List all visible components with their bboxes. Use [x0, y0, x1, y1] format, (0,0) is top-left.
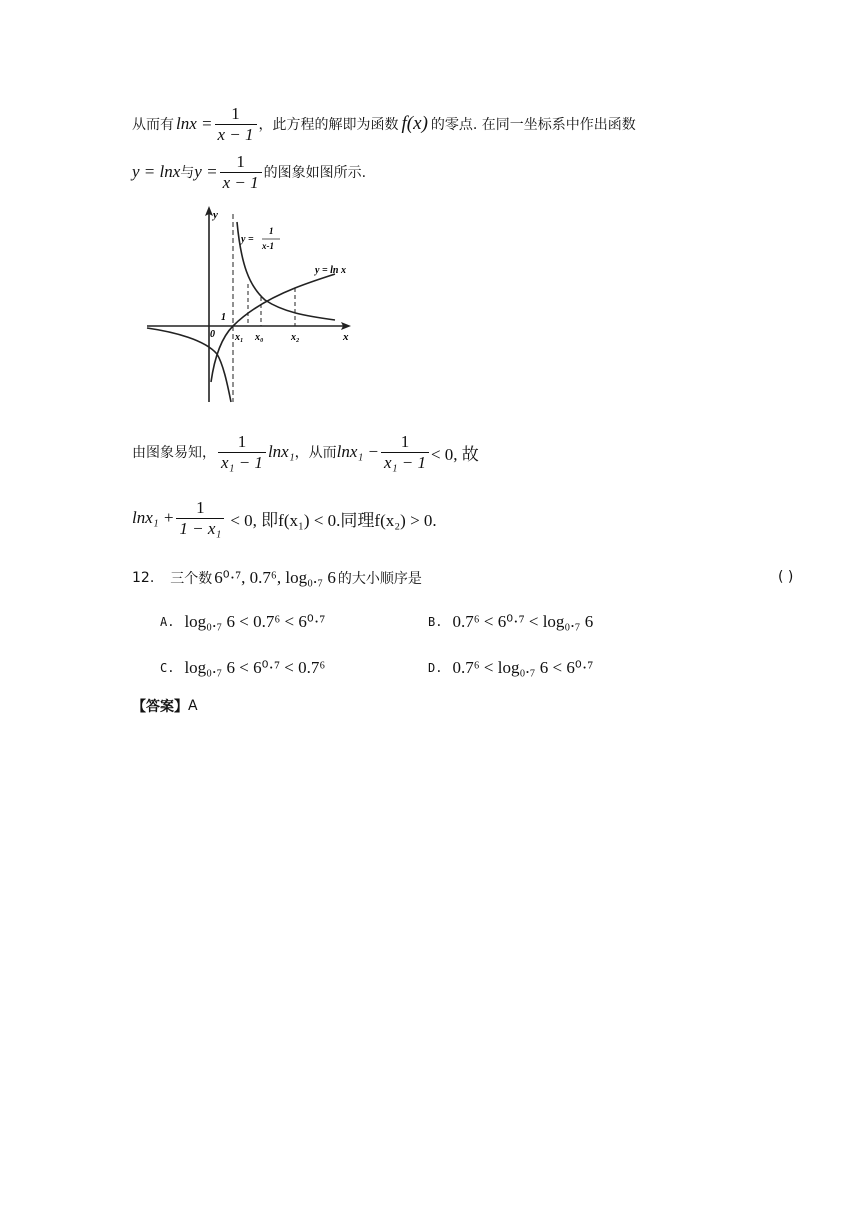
- question-nums: 6⁰·⁷, 0.7⁶, log₀.₇ 6: [214, 568, 336, 587]
- para-2-eq1: y = lnx: [132, 162, 181, 181]
- para-4-tail: < 0, 即f(x₁) < 0.同理f(x₂) > 0.: [230, 510, 437, 530]
- para-3-fraction-2: [381, 433, 429, 472]
- para-1-suffix: ，此方程的解即为函数: [258, 117, 399, 133]
- para-2-eq2-lhs: y =: [194, 162, 218, 181]
- para-3: [132, 430, 479, 474]
- fraction-numerator: 1: [196, 497, 205, 517]
- option-d-expr: 0.7⁶ < log₀.₇ 6 < 6⁰·⁷: [452, 658, 594, 677]
- option-b: [428, 612, 593, 632]
- para-2: [132, 152, 366, 192]
- para-2-suffix: 的图象如图所示.: [263, 165, 367, 181]
- label-curve1-den: x-1: [262, 241, 274, 251]
- label-y-axis: y: [213, 209, 218, 221]
- option-a: [160, 612, 325, 632]
- para-2-conj: 与: [180, 165, 195, 181]
- question-text: 三个数: [170, 571, 213, 587]
- option-d-letter: D.: [428, 661, 443, 675]
- para-3-fraction: [218, 433, 266, 472]
- label-curve1-num: 1: [269, 226, 274, 236]
- fraction-denominator: x₁ − 1: [381, 452, 429, 472]
- para-4: [132, 496, 437, 540]
- para-1: [132, 104, 636, 144]
- option-b-letter: B.: [428, 615, 443, 629]
- answer: [132, 696, 198, 716]
- label-origin: 0: [210, 329, 215, 340]
- fraction-numerator: 1: [237, 431, 247, 451]
- para-1-eq-lhs: lnx =: [176, 114, 213, 133]
- fraction-denominator: x − 1: [220, 172, 262, 192]
- label-one: 1: [221, 312, 226, 323]
- para-3-expr: lnx₁ −: [336, 442, 380, 461]
- option-a-letter: A.: [160, 615, 175, 629]
- para-3-mid: lnx₁: [267, 442, 295, 461]
- option-c: [160, 658, 325, 678]
- para-2-fraction: [220, 153, 262, 192]
- label-x2: x₂: [291, 332, 300, 343]
- option-b-expr: 0.7⁶ < 6⁰·⁷ < log₀.₇ 6: [452, 612, 594, 631]
- function-graph: [145, 204, 355, 404]
- question-12: [132, 566, 422, 590]
- para-1-suffix-2: 的零点. 在同一坐标系中作出函数: [430, 117, 636, 133]
- para-4-fraction: [176, 499, 224, 538]
- fraction-numerator: 1: [231, 103, 240, 123]
- fraction-denominator: x − 1: [215, 124, 257, 144]
- para-3-text-2: ，从而: [294, 445, 337, 461]
- para-1-fx: f(x): [401, 113, 428, 134]
- function-graph-svg: [145, 204, 355, 404]
- fraction-denominator: 1 − x₁: [176, 518, 224, 538]
- para-3-prefix: 由图象易知，: [132, 445, 216, 461]
- curve-reciprocal-left: [147, 328, 231, 402]
- para-1-fraction: [215, 105, 257, 144]
- option-c-expr: log₀.₇ 6 < 6⁰·⁷ < 0.7⁶: [184, 658, 326, 677]
- label-x0: x₀: [255, 332, 264, 343]
- label-curve1-lhs: y =: [241, 234, 254, 245]
- option-d: [428, 658, 593, 678]
- fraction-numerator: 1: [236, 151, 245, 171]
- answer-value: A: [188, 698, 198, 714]
- label-curve2: y = ln x: [315, 265, 346, 276]
- para-3-tail: < 0, 故: [430, 444, 479, 464]
- fraction-numerator: 1: [400, 431, 410, 451]
- option-c-letter: C.: [160, 661, 175, 675]
- answer-label: 【答案】: [132, 699, 188, 715]
- question-suffix: 的大小顺序是: [337, 571, 422, 587]
- question-number: 12.: [132, 570, 155, 586]
- answer-bracket: ( ): [778, 569, 794, 585]
- para-1-prefix: 从而有: [132, 117, 174, 133]
- fraction-denominator: x₁ − 1: [218, 452, 266, 472]
- label-x1: x₁: [235, 332, 244, 343]
- label-x-axis: x: [343, 331, 349, 343]
- para-4-expr: lnx₁ +: [132, 508, 175, 527]
- option-a-expr: log₀.₇ 6 < 0.7⁶ < 6⁰·⁷: [184, 612, 326, 631]
- curve-ln: [211, 274, 335, 382]
